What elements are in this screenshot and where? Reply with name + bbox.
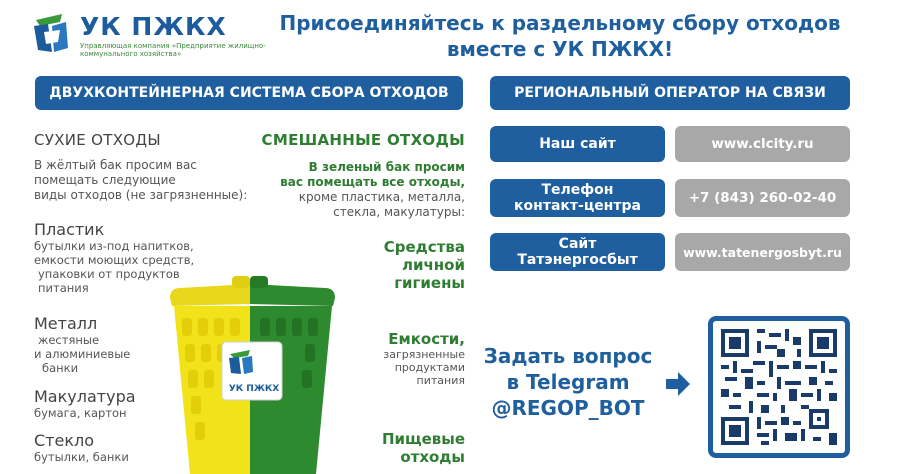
logo-icon: [32, 12, 74, 56]
title-line-2: вместе с УК ПЖКХ!: [446, 37, 674, 61]
dry-intro: В жёлтый бак просим вас помещать следующие виды отходов (не загрязненные):: [34, 158, 248, 202]
arrow-right-icon: [664, 370, 692, 398]
dry-category-metal: Металл жестяные и алюминиевые банки: [34, 314, 131, 375]
logo-subtitle: Управляющая компания «Предприятие жилищно-коммунального хозяйства»: [80, 42, 266, 58]
site-label-button[interactable]: Наш сайт: [490, 126, 665, 162]
qr-code-icon[interactable]: [708, 316, 850, 458]
site-link[interactable]: www.clcity.ru: [675, 126, 850, 162]
mixed-heading: СМЕШАННЫЕ ОТХОДЫ: [261, 131, 465, 149]
mixed-intro: В зеленый бак просим вас помещать все отходы, кроме пластика, металла, стекла, макулатуры:: [280, 160, 465, 219]
phone-label-button[interactable]: Телефон контакт-центра: [490, 179, 665, 217]
bin-label: УК ПЖКХ: [228, 384, 280, 394]
logo-name: УК ПЖКХ: [80, 12, 227, 41]
dry-heading: СУХИЕ ОТХОДЫ: [34, 131, 161, 149]
mixed-category-food: Пищевые отходы: [381, 430, 465, 466]
tatenergosbyt-link[interactable]: www.tatenergosbyt.ru: [675, 233, 850, 271]
trash-bin-icon: [160, 270, 345, 474]
page-title: [250, 10, 870, 62]
telegram-callout[interactable]: Задать вопрос в Telegram @REGOP_BOT: [483, 344, 653, 420]
right-banner: РЕГИОНАЛЬНЫЙ ОПЕРАТОР НА СВЯЗИ: [490, 76, 850, 110]
mixed-category-containers: Емкости, загрязненные продуктами питания: [383, 330, 465, 387]
mixed-category-hygiene: Средства личной гигиены: [383, 238, 465, 292]
title-line-1: Присоединяйтесь к раздельному сбору отходов: [279, 11, 841, 35]
dry-category-plastic: Пластик бутылки из-под напитков, емкости моющих средств, упаковки от продуктов питания: [34, 220, 195, 295]
tatenergosbyt-label-button[interactable]: Сайт Татэнергосбыт: [490, 233, 665, 271]
phone-link[interactable]: +7 (843) 260-02-40: [675, 179, 850, 217]
dry-category-glass: Стекло бутылки, банки: [34, 431, 129, 464]
left-banner: ДВУХКОНТЕЙНЕРНАЯ СИСТЕМА СБОРА ОТХОДОВ: [35, 76, 463, 110]
logo: [32, 12, 272, 72]
dry-category-paper: Макулатура бумага, картон: [34, 387, 136, 420]
